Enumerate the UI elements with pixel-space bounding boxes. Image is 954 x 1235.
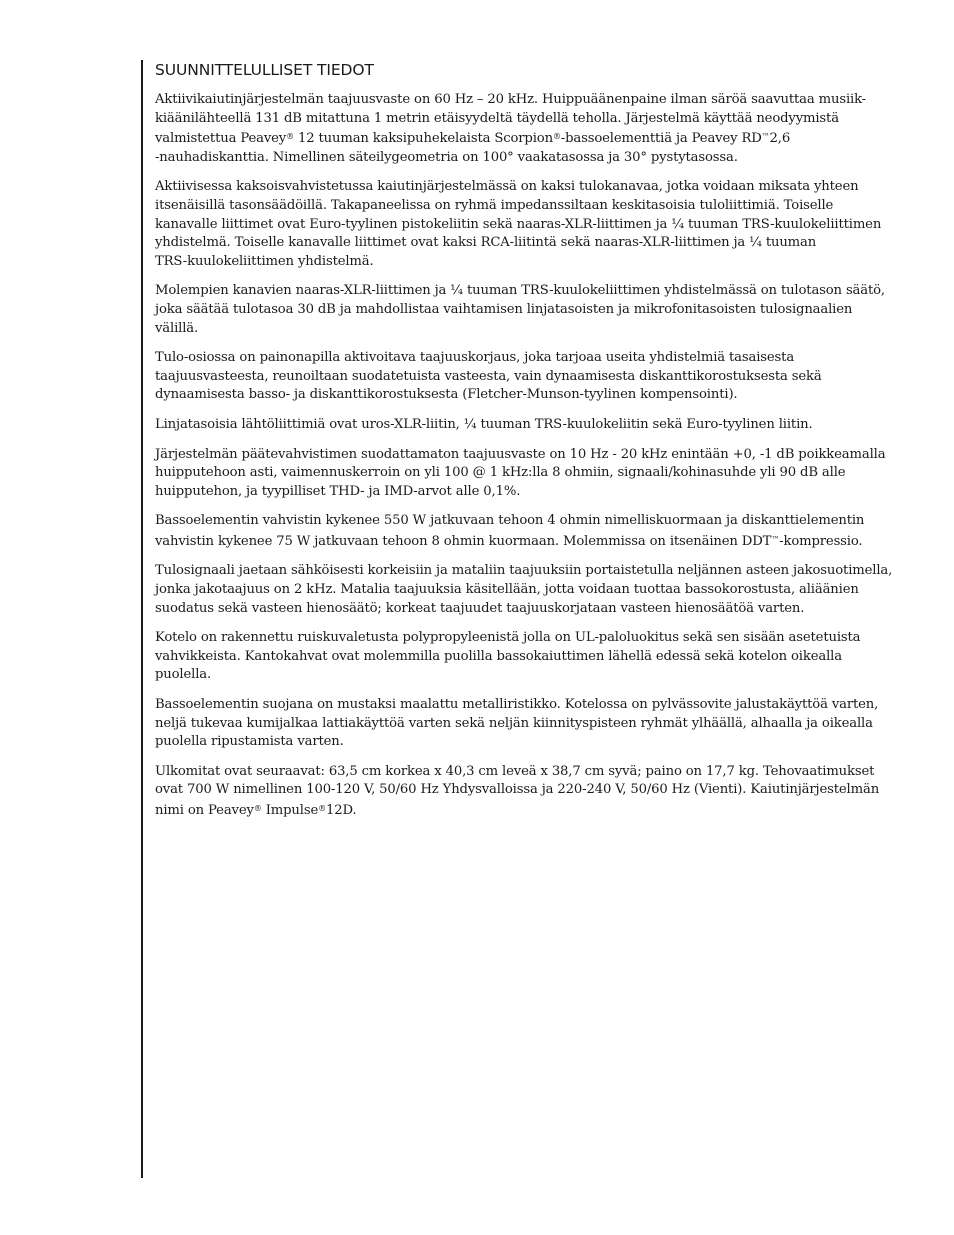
paragraph-line: Linjatasoisia lähtöliittimiä ovat uros-XLR-liitin, ¼ tuuman TRS-kuulokeliitin sekä Euro-tyylinen liitin.	[155, 416, 813, 432]
paragraph	[155, 562, 903, 618]
paragraph-line: valmistettua Peavey® 12 tuuman kaksipuhekelaista Scorpion®-bassoelementtiä ja Peavey RD™2,6	[155, 131, 791, 147]
paragraph	[155, 349, 903, 405]
paragraph-line: vahvistin kykenee 75 W jatkuvaan tehoon 8 ohmin kuormaan. Molemmissa on itsenäinen DDT™-kompressio.	[155, 533, 863, 549]
paragraph-line: Aktiivisessa kaksoisvahvistetussa kaiutinjärjestelmässä on kaksi tulokanavaa, jotka voidaan miksata yhteen	[155, 179, 859, 195]
paragraph-line: Tulo-osiossa on painonapilla aktivoitava taajuuskorjaus, joka tarjoaa useita yhdistelmiä tasaisesta	[155, 350, 795, 366]
paragraph-line: jonka jakotaajuus on 2 kHz. Matalia taajuuksia käsitellään, jotta voidaan tuottaa bassokorostusta, aliäänien	[155, 582, 859, 598]
paragraph-line: puolella.	[155, 667, 212, 683]
paragraph-line: Bassoelementin vahvistin kykenee 550 W jatkuvaan tehoon 4 ohmin nimelliskuormaan ja diskanttielementin	[155, 513, 865, 529]
paragraph-line: dynaamisesta basso- ja diskanttikorostuksesta (Fletcher-Munson-tyylinen kompensointi).	[155, 387, 738, 403]
paragraph-line: Molempien kanavien naaras-XLR-liittimen ja ¼ tuuman TRS-kuulokeliittimen yhdistelmässä on tulotason säätö,	[155, 283, 885, 299]
paragraph-line: Bassoelementin suojana on mustaksi maalattu metalliristikko. Kotelossa on pylvässovite jalustakäyttöä varten,	[155, 697, 879, 713]
paragraph-line: Ulkomitat ovat seuraavat: 63,5 cm korkea x 40,3 cm leveä x 38,7 cm syvä; paino on 17,7 kg. Tehovaatimukset	[155, 763, 875, 779]
paragraph-line: Kotelo on rakennettu ruiskuvaletusta polypropyleenistä jolla on UL-paloluokitus sekä sen sisään asetetuista	[155, 630, 861, 646]
paragraph-line: kanavalle liittimet ovat Euro-tyylinen pistokeliitin sekä naaras-XLR-liittimen ja ¼ tuuman TRS-kuulokeliittimen	[155, 216, 882, 232]
paragraph-line: välillä.	[155, 320, 199, 336]
paragraph-line: Aktiivikaiutinjärjestelmän taajuusvaste on 60 Hz – 20 kHz. Huippuäänenpaine ilman säröä saavuttaa musiik-	[155, 92, 866, 107]
paragraph-line: neljä tukevaa kumijalkaa lattiakäyttöä varten sekä neljän kiinnityspisteen ryhmät ylhäällä, alhaalla ja oikealla	[155, 715, 873, 731]
paragraph-line: vahvikkeista. Kantokahvat ovat molemmilla puolilla bassokaiuttimen lähellä edessä sekä kotelon oikealla	[155, 648, 842, 664]
document-body	[155, 60, 903, 832]
paragraph	[155, 178, 903, 271]
left-margin-rule	[141, 60, 143, 1178]
paragraph-line: Järjestelmän päätevahvistimen suodattamaton taajuusvaste on 10 Hz - 20 kHz enintään +0, -1 dB poikkeamalla	[155, 446, 886, 462]
paragraph-line: TRS-kuulokeliittimen yhdistelmä.	[155, 253, 374, 269]
paragraph	[155, 763, 903, 821]
paragraph	[155, 512, 903, 551]
section-heading: SUUNNITTELULLISET TIEDOT	[155, 61, 374, 79]
paragraph-line: huipputehon, ja tyypilliset THD- ja IMD-arvot alle 0,1%.	[155, 483, 521, 499]
paragraph-line: puolella ripustamista varten.	[155, 734, 344, 750]
paragraph-line: -nauhadiskanttia. Nimellinen säteilygeometria on 100° vaakatasossa ja 30° pystytasossa.	[155, 149, 738, 165]
paragraph-list	[155, 91, 903, 821]
paragraph-line: ovat 700 W nimellinen 100-120 V, 50/60 Hz Yhdysvalloissa ja 220-240 V, 50/60 Hz (Vienti). Kaiutinjärjestelmän	[155, 782, 880, 798]
paragraph	[155, 416, 903, 435]
paragraph	[155, 282, 903, 338]
paragraph-line: itsenäisillä tasonsäädöillä. Takapaneelissa on ryhmä impedanssiltaan keskitasoisia tuloliittimiä. Toiselle	[155, 197, 834, 213]
paragraph	[155, 446, 903, 502]
paragraph-line: suodatus sekä vasteen hienosäätö; korkeat taajuudet taajuuskorjataan vasteen hienosäätöä varten.	[155, 600, 805, 616]
paragraph	[155, 629, 903, 685]
paragraph-line: taajuusvasteesta, reunoiltaan suodatetuista vasteesta, vain dynaamisesta diskanttikorostuksesta sekä	[155, 368, 822, 384]
paragraph-line: huipputehoon asti, vaimennuskerroin on yli 100 @ 1 kHz:lla 8 ohmiin, signaali/kohinasuhde yli 90 dB alle	[155, 465, 846, 481]
paragraph-line: kiäänilähteellä 131 dB mitattuna 1 metrin etäisyydeltä täydellä teholla. Järjestelmä käyttää neodyymistä	[155, 110, 839, 126]
paragraph-line: Tulosignaali jaetaan sähköisesti korkeisiin ja mataliin taajuuksiin portaistetulla neljännen asteen jakosuotimella,	[155, 563, 893, 579]
paragraph	[155, 696, 903, 752]
paragraph-line: joka säätää tulotasoa 30 dB ja mahdollistaa vaihtamisen linjatasoisten ja mikrofonitasoisten tulosignaalien	[155, 301, 853, 317]
paragraph-line: yhdistelmä. Toiselle kanavalle liittimet ovat kaksi RCA-liitintä sekä naaras-XLR-liittimen ja ¼ tuuman	[155, 235, 817, 251]
paragraph	[155, 91, 903, 167]
paragraph-line: nimi on Peavey® Impulse®12D.	[155, 803, 357, 818]
